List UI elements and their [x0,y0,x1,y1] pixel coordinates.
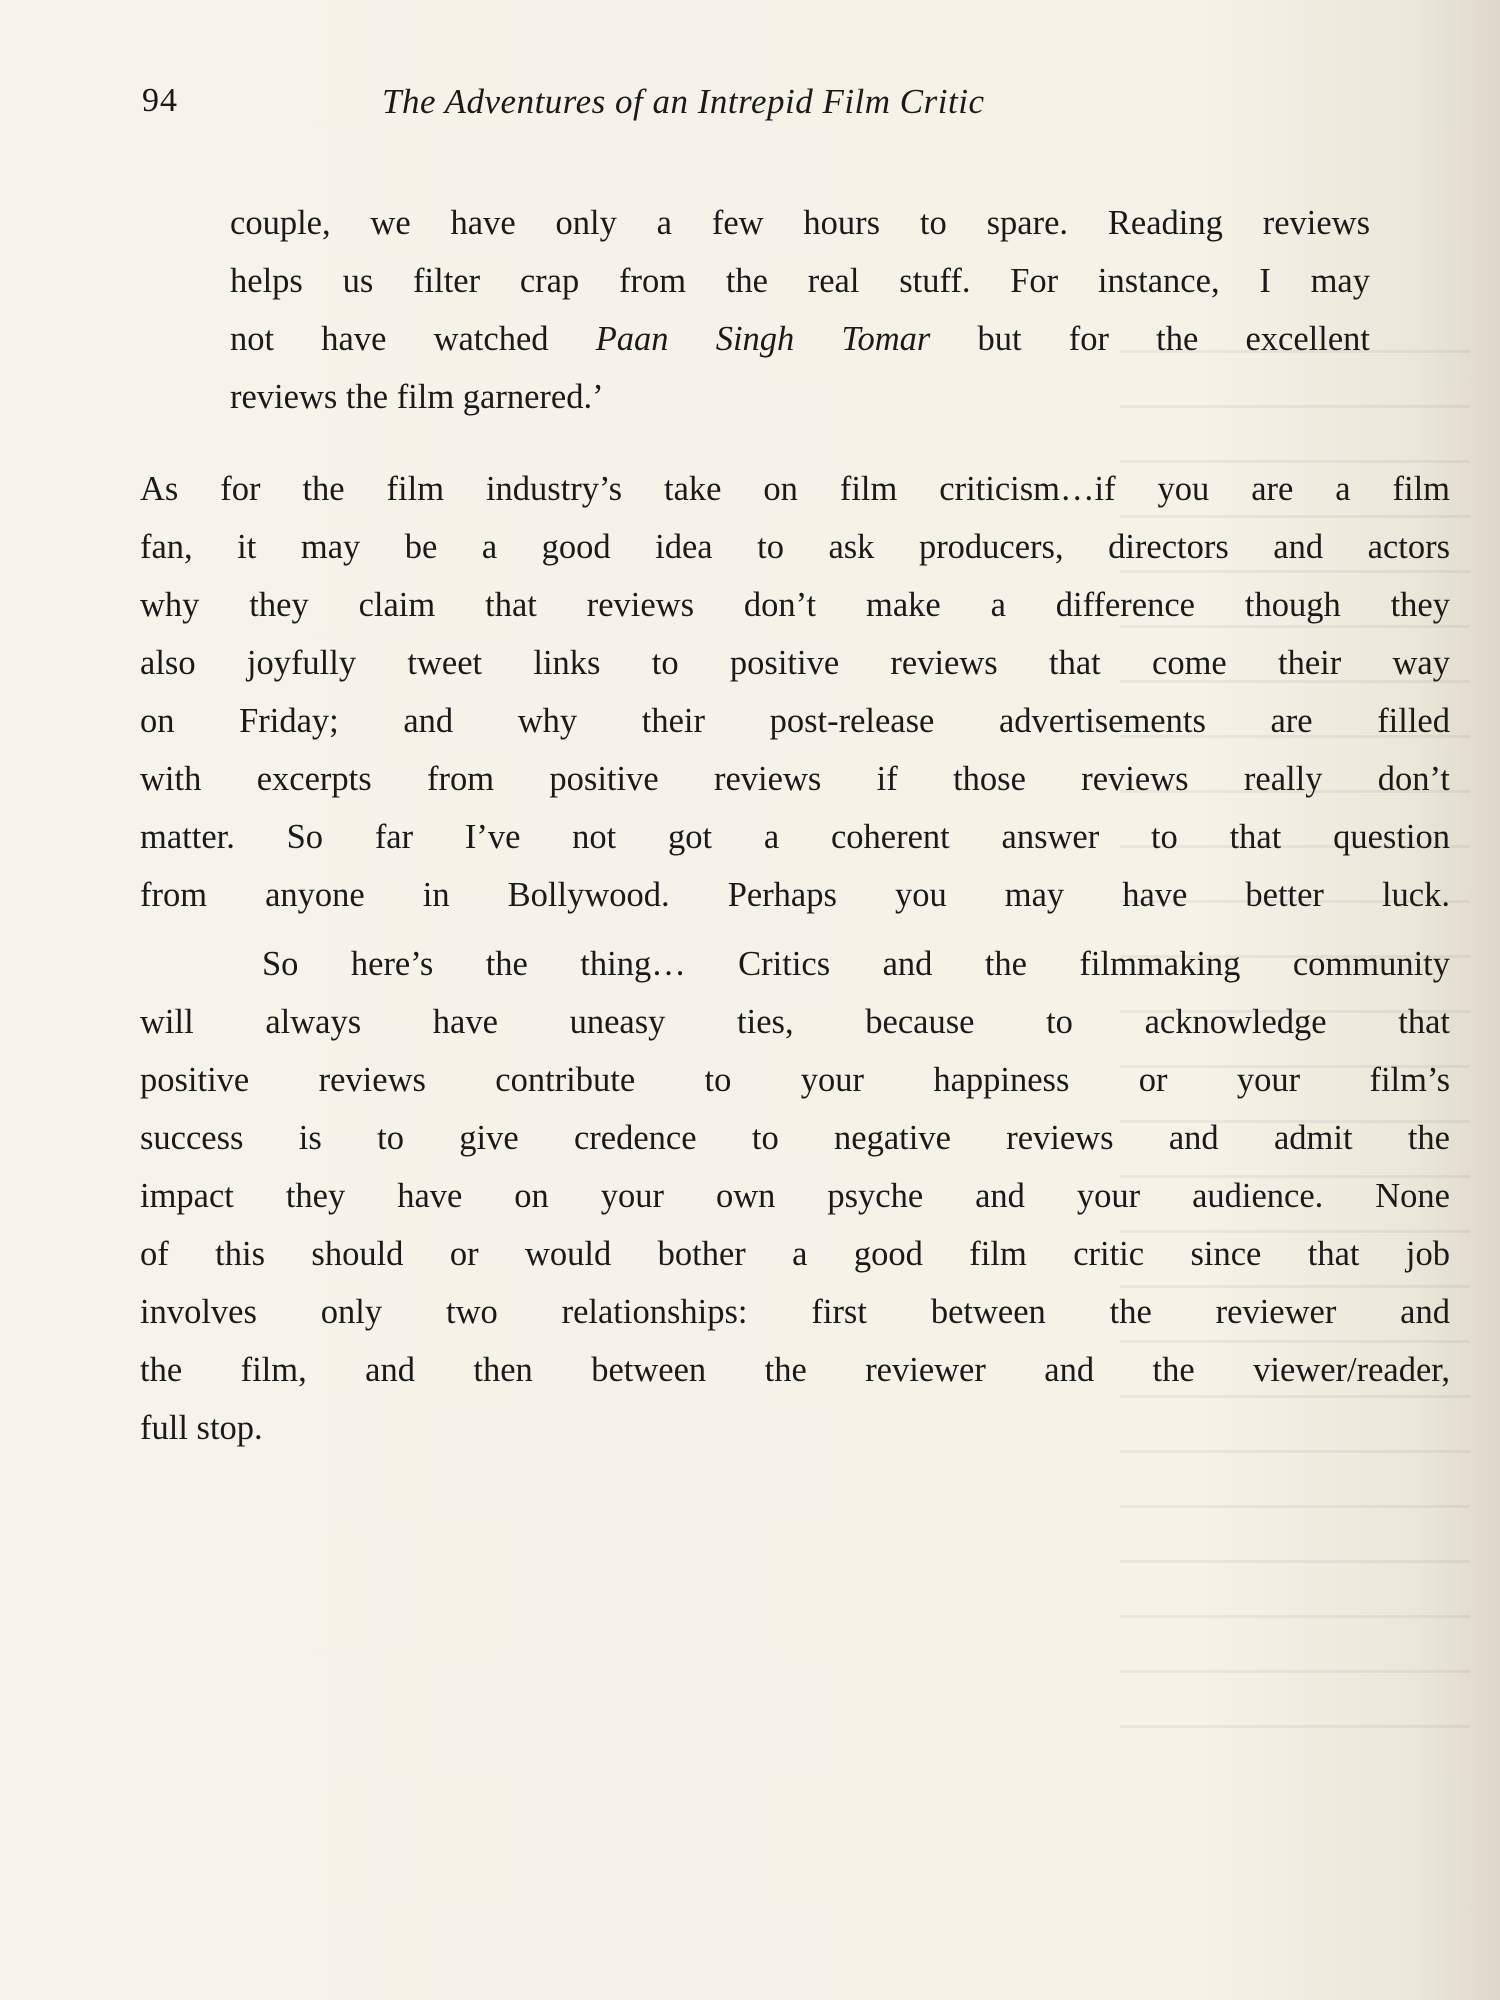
paragraph-line: full stop. [140,1409,263,1447]
page-header [142,82,1450,132]
paragraph-line: success is to give credence to negative reviews and admit the [140,1119,1450,1157]
paragraph-line: the film, and then between the reviewer and the viewer/reader, [140,1351,1450,1389]
paragraph-line: from anyone in Bollywood. Perhaps you may have better luck. [140,876,1450,914]
quote-line [230,310,1370,368]
paragraph-2 [140,935,1450,1457]
paragraph-line: positive reviews contribute to your happiness or your film’s [140,1061,1450,1099]
page-number: 94 [142,82,178,119]
paragraph-line: matter. So far I’ve not got a coherent answer to that question [140,818,1450,856]
block-quote [230,194,1370,426]
paragraph-line: with excerpts from positive reviews if those reviews really don’t [140,760,1450,798]
quote-line: reviews the film garnered.’ [230,378,604,416]
running-head-title: The Adventures of an Intrepid Film Critic [382,82,985,121]
paragraph-line: also joyfully tweet links to positive reviews that come their way [140,644,1450,682]
paragraph-line: involves only two relationships: first between the reviewer and [140,1293,1450,1331]
paragraph-line: So here’s the thing… Critics and the filmmaking community [262,945,1450,983]
paragraph-line: As for the film industry’s take on film criticism…if you are a film [140,470,1450,508]
paragraph-line: of this should or would bother a good film critic since that job [140,1235,1450,1273]
paragraph-line: why they claim that reviews don’t make a difference though they [140,586,1450,624]
quote-line-start: not have watched [230,320,596,358]
quote-line: couple, we have only a few hours to spare. Reading reviews [230,204,1370,242]
quote-line-end: but for the excellent [930,320,1370,358]
paragraph-line: fan, it may be a good idea to ask producers, directors and actors [140,528,1450,566]
paragraph-line: on Friday; and why their post-release advertisements are filled [140,702,1450,740]
paragraph-line: impact they have on your own psyche and your audience. None [140,1177,1450,1215]
film-title-italic: Paan Singh Tomar [595,320,931,358]
paragraph-line: will always have uneasy ties, because to acknowledge that [140,1003,1450,1041]
paragraph-1 [140,460,1450,924]
quote-line: helps us filter crap from the real stuff. For instance, I may [230,262,1370,300]
